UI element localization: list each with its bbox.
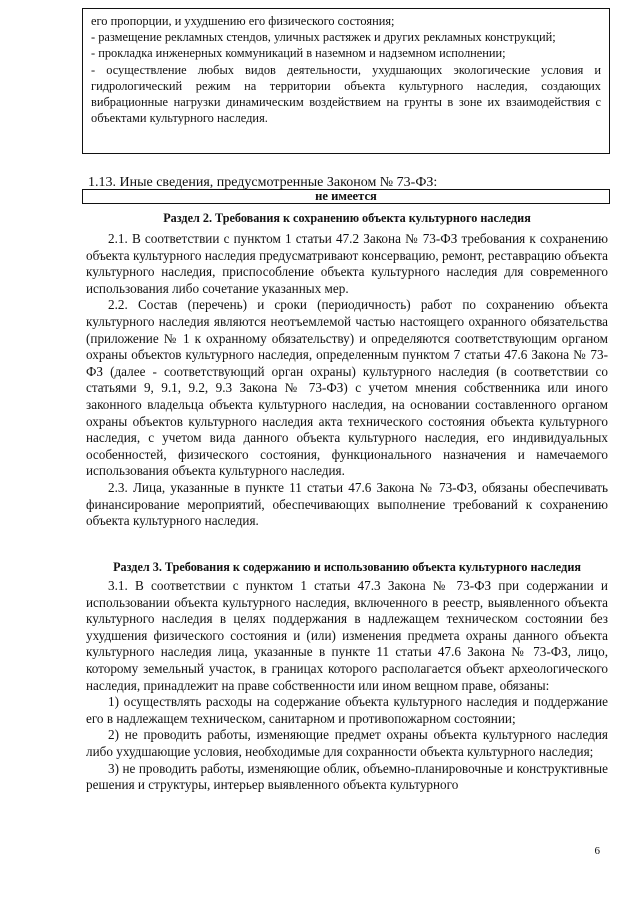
section3-body: [86, 578, 608, 794]
box-line: - прокладка инженерных коммуникаций в наземном и надземном исполнении;: [91, 46, 506, 61]
box-line: - размещение рекламных стендов, уличных растяжек и других рекламных конструкций;: [91, 30, 556, 45]
item-1-13: 1.13. Иные сведения, предусмотренные Законом № 73-ФЗ:: [88, 175, 438, 190]
section3-heading: Раздел 3. Требования к содержанию и использованию объекта культурного наследия: [113, 560, 581, 574]
restrictions-box: [82, 8, 610, 154]
paragraph: 3) не проводить работы, изменяющие облик, объемно-планировочные и конструктивные решения и структуры, интерьер выявленного объекта культурного: [86, 760, 608, 793]
paragraph: 2.2. Состав (перечень) и сроки (периодичность) работ по сохранению объекта культурного наследия являются неотъемлемой частью настоящего охранного обязательства (приложение № 1 к охранному обязательству) и определяются соответствующим органом охраны объектов культурного наследия, определенным пунктом 7 статьи 47.6 Закона № 73-ФЗ (далее - соответствующий орган охраны) культурного наследия (в соответствии со статьями 9, 9.1, 9.2, 9.3 Закона № 73-ФЗ) с учетом мнения собственника или иного законного владельца объекта культурного наследия, на основании составленного органом охраны объектов культурного наследия акта технического состояния объекта культурного наследия, с учетом вида данного объекта культурного наследия, его индивидуальных особенностей, физического состояния, функционального назначения и намечаемого использования объекта культурного наследия.: [86, 297, 608, 479]
paragraph: 2.1. В соответствии с пунктом 1 статьи 47.2 Закона № 73-ФЗ требования к сохранению объекта культурного наследия предусматривают консервацию, ремонт, реставрацию объекта культурного наследия, приспособление объекта культурного наследия для современного использования либо сочетание указанных мер.: [86, 231, 608, 296]
none-value-box: не имеется: [82, 189, 610, 204]
paragraph: 3.1. В соответствии с пунктом 1 статьи 47.3 Закона № 73-ФЗ при содержании и использовании объекта культурного наследия, включенного в реестр, выявленного объекта культурного наследия в целях поддержания в надлежащем техническом состоянии без ухудшения физического состояния и (или) изменения предмета охраны данного объекта культурного наследия лица, указанные в пункте 11 статьи 47.6 Закона № 73-ФЗ, лицо, которому земельный участок, в границах которого располагается объект археологического наследия, принадлежит на праве собственности или ином вещном праве, обязаны:: [86, 578, 608, 693]
page-number: 6: [594, 845, 600, 857]
box-line: его пропорции, и ухудшению его физического состояния;: [91, 14, 395, 28]
paragraph: 2) не проводить работы, изменяющие предмет охраны объекта культурного наследия либо ухудшающие условия, необходимые для сохранности объекта культурного наследия;: [86, 727, 608, 759]
paragraph: 2.3. Лица, указанные в пункте 11 статьи 47.6 Закона № 73-ФЗ, обязаны обеспечивать финансирование мероприятий, обеспечивающих выполнение требований к сохранению объекта культурного наследия.: [86, 479, 608, 529]
paragraph: 1) осуществлять расходы на содержание объекта культурного наследия и поддержание его в надлежащем техническом, санитарном и противопожарном состоянии;: [86, 694, 608, 726]
section2-body: [86, 231, 608, 530]
section2-heading: Раздел 2. Требования к сохранению объекта культурного наследия: [163, 211, 531, 225]
box-line: - осуществление любых видов деятельности, ухудшающих экологические условия и гидрологический режим на территории объекта культурного наследия, создающих вибрационные нагрузки динамическим воздействием на грунты в зоне их взаимодействия с объектами культурного наследия.: [91, 62, 601, 126]
